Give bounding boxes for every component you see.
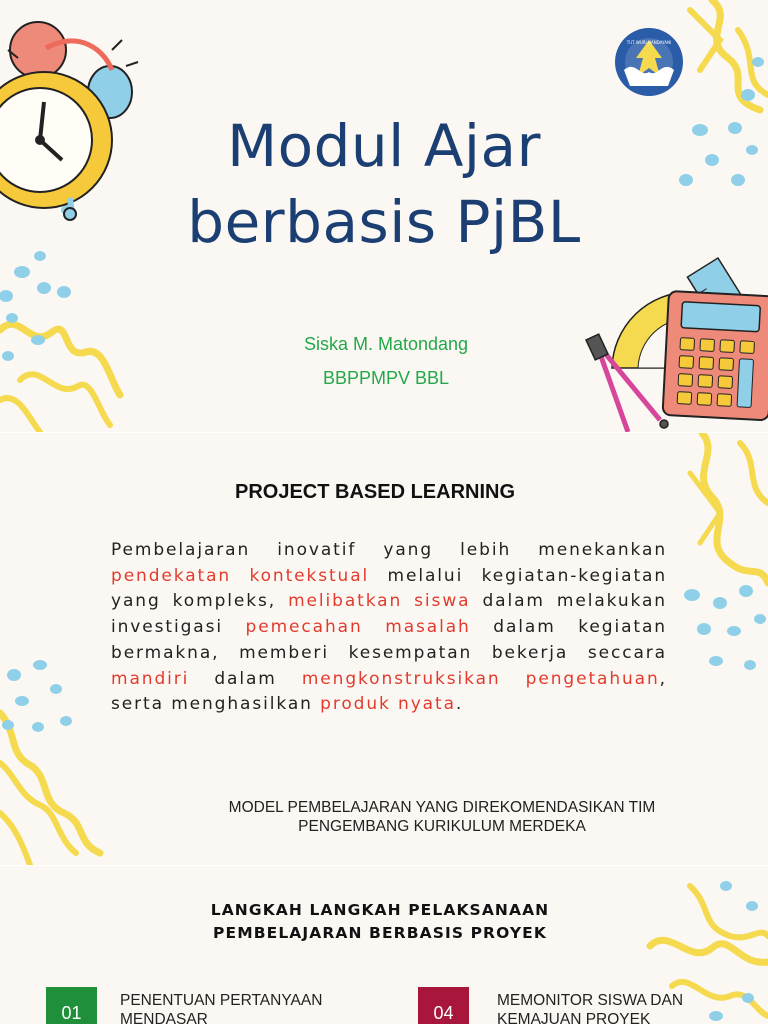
title-line-1: Modul Ajar — [227, 112, 541, 180]
pbl-text-segment: Pembelajaran inovatif yang lebih menekankan — [111, 540, 667, 560]
title-line-2: berbasis PjBL — [187, 188, 581, 256]
pbl-paragraph — [111, 538, 667, 718]
author-institution: BBPPMPV BBL — [322, 368, 450, 388]
pbl-text-segment: dalam — [189, 668, 302, 689]
step-number-badge: 01 — [46, 987, 97, 1024]
pbl-text-segment: , serta menghasilkan — [111, 668, 667, 715]
steps-heading-line-1: LANGKAH LANGKAH PELAKSANAAN — [210, 901, 550, 919]
steps-slide — [0, 866, 768, 1024]
steps-heading-line-2: PEMBELAJARAN BERBASIS PROYEK — [213, 924, 547, 942]
pbl-heading: PROJECT BASED LEARNING — [234, 481, 516, 503]
step-label: MEMONITOR SISWA DAN KEMAJUAN PROYEK — [497, 992, 684, 1024]
pbl-text-segment: dalam kegiatan bermakna, memberi kesempatan bekerja seccara — [111, 617, 667, 663]
pbl-highlight: produk nyata — [320, 694, 456, 715]
pbl-text-segment: . — [455, 694, 464, 715]
cover-slide — [0, 0, 768, 432]
pbl-highlight: pemecahan masalah — [245, 617, 471, 638]
pbl-note — [190, 798, 694, 836]
author-name: Siska M. Matondang — [303, 334, 469, 354]
pbl-highlight: melibatkan siswa — [288, 591, 471, 612]
step-number-badge: 04 — [418, 987, 469, 1024]
step-label: PENENTUAN PERTANYAAN MENDASAR — [120, 992, 323, 1024]
pbl-highlight: mengkonstruksikan pengetahuan — [301, 668, 660, 689]
pbl-highlight: pendekatan kontekstual — [111, 565, 370, 586]
steps-heading — [130, 899, 630, 945]
pbl-text-segment: melalui kegiatan-kegiatan yang kompleks, — [111, 565, 667, 612]
pbl-highlight: mandiri — [111, 668, 190, 689]
pbl-slide — [0, 433, 768, 865]
pbl-text-segment: dalam melakukan investigasi — [111, 591, 667, 638]
pbl-note-line-2: PENGEMBANG KURIKULUM MERDEKA — [298, 818, 586, 835]
logo-text: TUT WURI HANDAYANI — [626, 40, 672, 45]
pbl-note-line-1: MODEL PEMBELAJARAN YANG DIREKOMENDASIKAN TIM — [228, 799, 656, 816]
